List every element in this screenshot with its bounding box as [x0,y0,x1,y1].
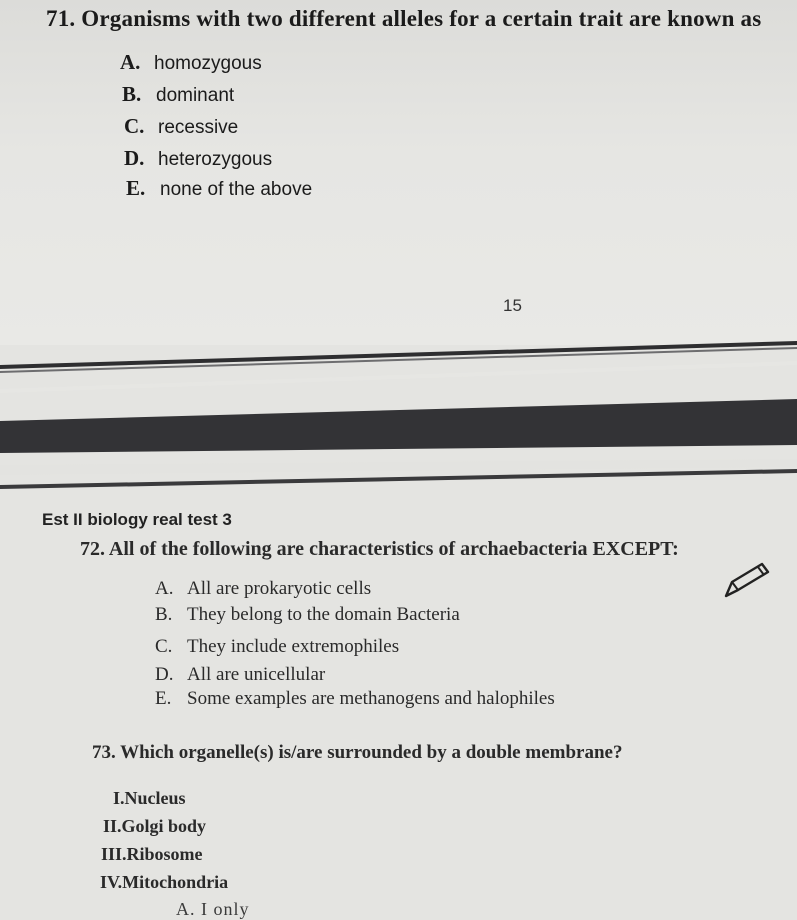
option-letter: B. [122,82,142,106]
question-71-option-c[interactable] [124,114,238,139]
question-73-title: 73. Which organelle(s) is/are surrounded by a double membrane? [92,742,623,763]
option-letter: A. [120,50,141,74]
option-letter: C. [155,636,173,657]
pencil-icon[interactable] [718,560,774,600]
test-header: Est II biology real test 3 [42,510,232,529]
question-72-title: 72. All of the following are characteristics of archaebacteria EXCEPT: [80,538,679,560]
option-letter: C. [124,114,145,138]
question-72-option-e[interactable] [155,688,555,710]
option-text: recessive [158,117,239,138]
question-72-option-b[interactable] [155,604,460,626]
option-letter: E. [155,688,172,709]
question-73-item-ii: II.Golgi body [103,816,207,836]
question-72-option-d[interactable] [155,664,325,686]
question-71-option-b[interactable] [122,82,234,107]
question-71-option-a[interactable] [120,50,262,75]
option-letter: A. [155,578,174,599]
question-72-option-a[interactable] [155,578,371,600]
option-letter: D. [155,664,174,685]
option-letter: E. [126,176,146,200]
question-72-option-c[interactable] [155,636,399,658]
page-number: 15 [503,296,522,315]
question-73-item-iv: IV.Mitochondria [100,872,229,892]
page-break-band [0,335,797,500]
option-text: They belong to the domain Bacteria [187,604,460,625]
question-71-option-d[interactable] [124,146,272,171]
option-text: heterozygous [158,149,273,170]
option-text: They include extremophiles [187,636,400,657]
option-text: none of the above [160,179,313,200]
question-73-item-i: I.Nucleus [113,788,186,808]
question-73-option-a-partial[interactable]: A. I only [176,899,250,919]
question-71-option-e[interactable] [126,176,312,201]
option-text: All are prokaryotic cells [187,578,372,599]
option-text: All are unicellular [187,664,326,685]
option-text: Some examples are methanogens and halophiles [187,688,555,709]
option-letter: B. [155,604,173,625]
option-text: homozygous [154,53,262,74]
question-71-title: 71. Organisms with two different alleles for a certain trait are known as [46,6,762,31]
option-text: dominant [156,85,235,106]
question-73-item-iii: III.Ribosome [101,844,203,864]
option-letter: D. [124,146,145,170]
